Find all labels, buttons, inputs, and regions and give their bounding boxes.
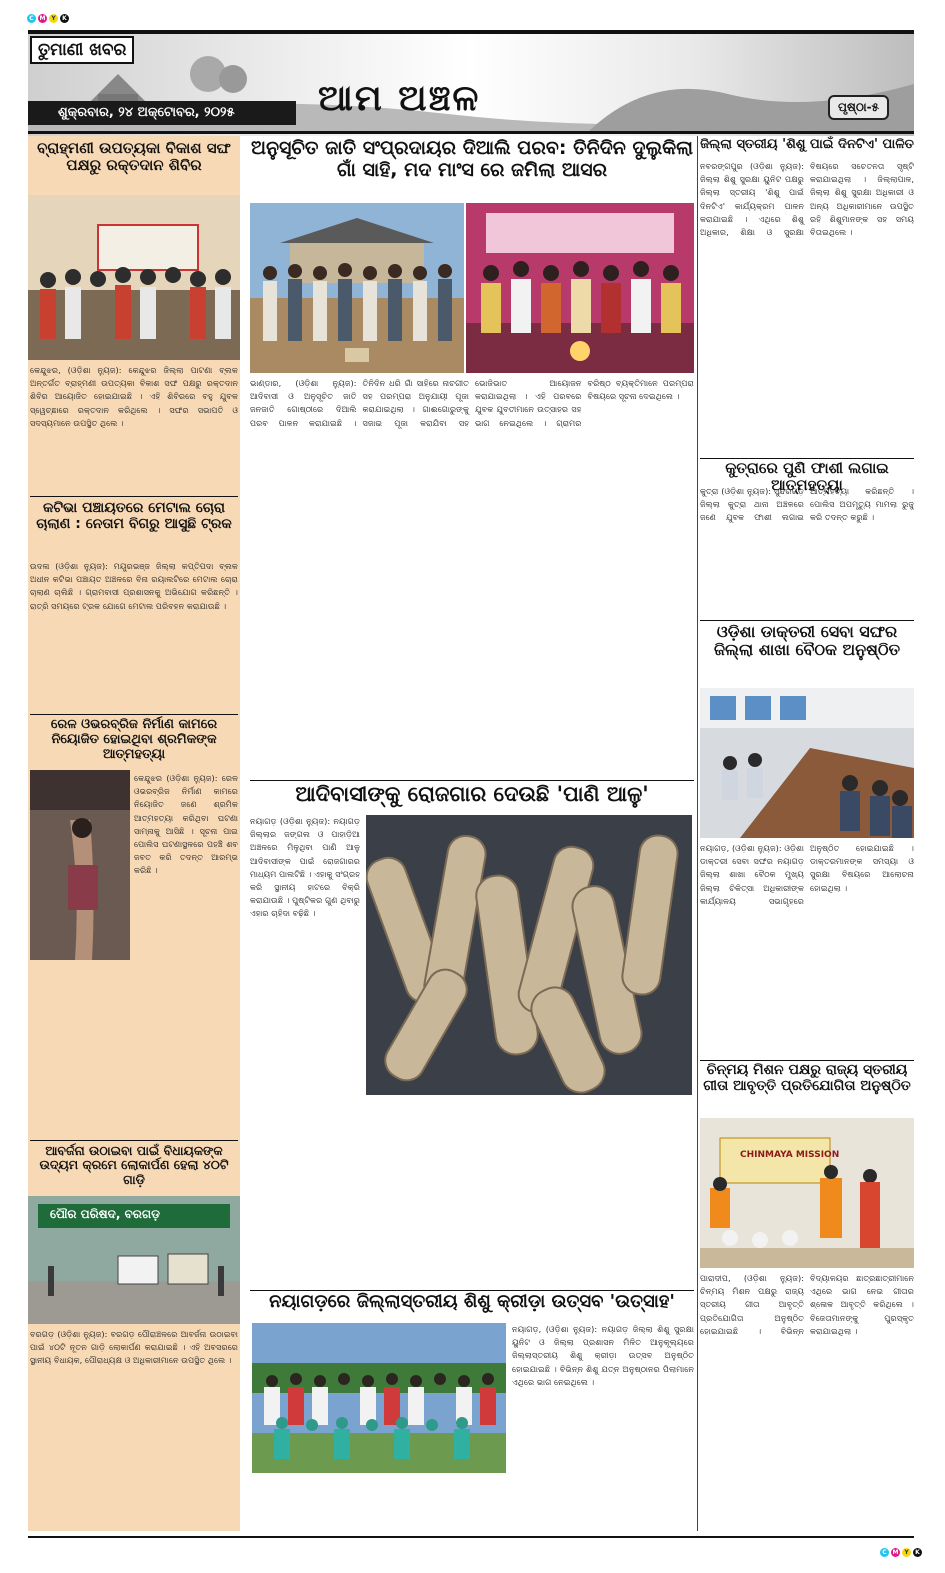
article-blood-donation: କେନ୍ଦୁଝର, (ଓଡ଼ିଶା ନ୍ୟୁଜ): କେନ୍ଦୁଝର ଜିଲ୍ଲା ପାଟଣା ବ୍ଲକ ଅନ୍ତର୍ଗତ ବ୍ରାହ୍ମଣୀ ଉପତ୍ୟକା ବିକାଶ ସଙ୍ଘ ପକ୍ଷରୁ ରକ୍ତଦାନ ଶିବିର ଆୟୋଜିତ ହୋଇଯାଇଛି । ଏହି ଶିବିରରେ ବହୁ ଯୁବକ ସ୍ୱେଚ୍ଛାରେ ରକ୍ତଦାନ କରିଥିଲେ । ସଙ୍ଘର ସଭାପତି ଓ ସଦସ୍ୟମାନେ ଉପସ୍ଥିତ ଥିଲେ ।	[30, 365, 238, 428]
headline-diwali-festival: ଅନୁସୂଚିତ ଜାତି ସଂପ୍ରଦାୟର ଦିଆଲି ପରବ: ତିନିଦିନ ଦୁଲୁକିଲା ଗାଁ ସାହି, ମଦ ମାଂସ ରେ ଜମିଲା ଆସର	[250, 137, 694, 181]
gita-recitation-photo	[700, 1118, 914, 1268]
headline-worker-suicide: ରେଳ ଓଭରବ୍ରିଜ ନିର୍ମାଣ କାମରେ ନିୟୋଜିତ ହୋଇଥିବା ଶ୍ରମିକଙ୍କ ଆତ୍ମହତ୍ୟା	[50, 717, 218, 762]
municipality-vehicles-photo	[28, 1196, 240, 1324]
blood-donation-photo	[28, 195, 240, 360]
article-gita-recitation: ପାରାଦୀପ, (ଓଡ଼ିଶା ନ୍ୟୁଜ): ଚିନ୍ମୟ ମିଶନ ପକ୍ଷରୁ ରାଜ୍ୟ ସ୍ତରୀୟ ଗୀତା ଆବୃତ୍ତି ପ୍ରତିଯୋଗିତା ଅନୁଷ୍ଠିତ ହୋଇଯାଇଛି । ବିଭିନ୍ନ ବିଦ୍ୟାଳୟର ଛାତ୍ରଛାତ୍ରୀମାନେ ଏଥିରେ ଭାଗ ନେଇ ଗୀତାର ଶ୍ଳୋକ ଆବୃତ୍ତି କରିଥିଲେ । ବିଜେତାମାନଙ୍କୁ ପୁରସ୍କୃତ କରାଯାଇଥିଲା ।	[700, 1273, 914, 1336]
magenta-mark: M	[39, 15, 46, 22]
pani-alu-photo	[366, 815, 692, 1095]
yellow-mark: Y	[49, 14, 58, 23]
page-number: ପୃଷ୍ଠା-୫	[828, 95, 889, 120]
divider	[30, 496, 238, 497]
article-child-sports-continued	[252, 1476, 694, 1531]
headline-blood-donation: ବ୍ରାହ୍ମଣୀ ଉପତ୍ୟକା ବିକାଶ ସଙ୍ଘ ପକ୍ଷରୁ ରକ୍ତଦାନ ଶିବିର	[37, 139, 231, 175]
divider	[700, 620, 914, 621]
article-doctors-meeting: ନୟାଗଡ଼, (ଓଡ଼ିଶା ନ୍ୟୁଜ): ଓଡ଼ିଶା ଡାକ୍ତରୀ ସେବା ସଙ୍ଘର ନୟାଗଡ଼ ଜିଲ୍ଲା ଶାଖା ବୈଠକ ମୁଖ୍ୟ ଜିଲ୍ଲା ଚିକିତ୍ସା ଅଧିକାରୀଙ୍କ କାର୍ଯ୍ୟାଳୟ ସଭାଗୃହରେ ଅନୁଷ୍ଠିତ ହୋଇଯାଇଛି । ଡାକ୍ତରମାନଙ୍କ ସମସ୍ୟା ଓ ସୁରକ୍ଷା ବିଷୟରେ ଆଲୋଚନା ହୋଇଥିଲା ।	[700, 843, 914, 906]
issue-date: ଶୁକ୍ରବାର, ୨୪ ଅକ୍ଟୋବର, ୨୦୨୫	[28, 101, 296, 125]
headline-metal-smuggling: କଟିଭା ପଞ୍ଚାୟତରେ ମେଟାଲ ଚୋରା ଚାଲାଣ : ନେତାମ ବିଗରୁ ଆସୁଛି ଟ୍ରକ	[36, 500, 232, 533]
headline-kutra-suicide: କୁତ୍ରାରେ ପୁଣି ଫାଶୀ ଲଗାଇ ଆତ୍ମହତ୍ୟା	[725, 459, 889, 495]
registration-marks-bottom	[880, 1548, 922, 1557]
headline-child-sports: ନୟାଗଡ଼ରେ ଜିଲ୍ଲାସ୍ତରୀୟ ଶିଶୁ କ୍ରୀଡ଼ା ଉତ୍ସବ 'ଉତ୍ସାହ'	[269, 1291, 675, 1312]
cyan-mark: C	[27, 14, 36, 23]
article-child-sports: ନୟାଗଡ଼, (ଓଡ଼ିଶା ନ୍ୟୁଜ): ନୟାଗଡ଼ ଜିଲ୍ଲା ଶିଶୁ ସୁରକ୍ଷା ୟୁନିଟ ଓ ଜିଲ୍ଲା ପ୍ରଶାସନ ମିଳିତ ଆନୁକୂଲ୍ୟରେ ଜିଲ୍ଲାସ୍ତରୀୟ ଶିଶୁ କ୍ରୀଡ଼ା ଉତ୍ସବ ଅନୁଷ୍ଠିତ ହୋଇଯାଇଛି । ବିଭିନ୍ନ ଶିଶୁ ଯତ୍ନ ଅନୁଷ୍ଠାନର ପିଲାମାନେ ଏଥିରେ ଭାଗ ନେଇଥିଲେ ।	[512, 1324, 694, 1387]
worker-photo	[30, 770, 130, 960]
article-garbage-vehicles: ବରଗଡ଼ (ଓଡ଼ିଶା ନ୍ୟୁଜ): ବରଗଡ଼ ପୌରାଞ୍ଚଳରେ ଆବର୍ଜନା ଉଠାଇବା ପାଇଁ ୪୦ଟି ନୂତନ ଗାଡ଼ି ଲୋକାର୍ପଣ କରାଯାଇଛି । ଏହି ଅବସରରେ ସ୍ଥାନୀୟ ବିଧାୟକ, ପୌରାଧ୍ୟକ୍ଷ ଓ ଅଧିକାରୀମାନେ ଉପସ୍ଥିତ ଥିଲେ ।	[30, 1329, 238, 1366]
black-mark: K	[60, 14, 69, 23]
doctors-meeting-photo	[700, 688, 914, 838]
child-sports-group-photo	[252, 1323, 506, 1473]
mission-banner: CHINMAYA MISSION	[740, 1150, 840, 1160]
black-mark: K	[913, 1548, 922, 1557]
masthead-rule	[28, 131, 914, 134]
divider	[250, 780, 694, 781]
article-worker-suicide-continued	[30, 964, 238, 1136]
headline-pani-alu: ଆଦିବାସୀଙ୍କୁ ରୋଜଗାର ଦେଉଛି 'ପାଣି ଆଳୁ'	[295, 782, 649, 806]
headline-garbage-vehicles: ଆବର୍ଜନା ଉଠାଇବା ପାଇଁ ବିଧାୟକଙ୍କ ଉଦ୍ୟମ କ୍ରମେ ଲୋକାର୍ପଣ ହେଲା ୪୦ଟି ଗାଡ଼ି	[39, 1143, 229, 1187]
article-worker-suicide: କେନ୍ଦୁଝର (ଓଡ଼ିଶା ନ୍ୟୁଜ): ରେଳ ଓଭରବ୍ରିଜ ନିର୍ମାଣ କାମରେ ନିୟୋଜିତ ଜଣେ ଶ୍ରମିକ ଆତ୍ମହତ୍ୟା କରିଥିବା ଘଟଣା ସାମ୍ନାକୁ ଆସିଛି । ସୂଚନା ପାଇ ପୋଲିସ ଘଟଣାସ୍ଥଳରେ ପହଞ୍ଚି ଶବ ଜବତ କରି ତଦନ୍ତ ଆରମ୍ଭ କରିଛି ।	[134, 773, 238, 876]
yellow-mark: Y	[902, 1548, 911, 1557]
headline-gita-recitation: ଚିନ୍ମୟ ମିଶନ ପକ୍ଷରୁ ରାଜ୍ୟ ସ୍ତରୀୟ ଗୀତା ଆବୃତ୍ତି ପ୍ରତିଯୋଗିତା ଅନୁଷ୍ଠିତ	[703, 1062, 911, 1095]
column-separator	[697, 136, 698, 1531]
festival-photo-2	[466, 203, 694, 373]
article-diwali-festival: ଭାଣ୍ଡାର, (ଓଡ଼ିଶା ନ୍ୟୁଜ): ଆଦିବାସୀ ଓ ଅନୁସୂଚିତ ଜାତି ଜନଜାତି ଗୋଷ୍ଠୀରେ ଦିଆଲି ପରବ ପାଳନ କରାଯାଇଛି । ତିନିଦିନ ଧରି ଗାଁ ସାହିରେ ନାଚଗୀତ ସହ ପରମ୍ପରା ଅନୁଯାୟୀ ପୂଜା କରାଯାଇଥିଲା । ଗାଈଗୋରୁଙ୍କୁ ସଜାଇ ପୂଜା କରାଯିବା ସହ ଭୋଜିଭାତ ଆୟୋଜନ କରାଯାଇଥିଲା । ଏହି ପରବରେ ଯୁବକ ଯୁବତୀମାନେ ଉତ୍ସାହର ସହ ଭାଗ ନେଇଥିଲେ । ଗ୍ରାମର ବରିଷ୍ଠ ବ୍ୟକ୍ତିମାନେ ପରମ୍ପରା ବିଷୟରେ ସୂଚନା ଦେଇଥିଲେ ।	[250, 378, 694, 428]
section-title: ଆମ ଅଞ୍ଚଳ	[318, 78, 481, 119]
article-child-day: ନବରଙ୍ଗପୁର (ଓଡ଼ିଶା ନ୍ୟୁଜ): ଜିଲ୍ଲା ଶିଶୁ ସୁରକ୍ଷା ୟୁନିଟ ପକ୍ଷରୁ ଜିଲ୍ଲା ସ୍ତରୀୟ 'ଶିଶୁ ପାଇଁ ଦିନଟିଏ' କାର୍ଯ୍ୟକ୍ରମ ପାଳନ କରାଯାଇଛି । ଏଥିରେ ଶିଶୁ ଅଧିକାର, ଶିକ୍ଷା ଓ ସୁରକ୍ଷା ବିଷୟରେ ସଚେତନତା ସୃଷ୍ଟି କରାଯାଇଥିଲା । ଜିଲ୍ଲାପାଳ, ଜିଲ୍ଲା ଶିଶୁ ସୁରକ୍ଷା ଅଧିକାରୀ ଓ ଅନ୍ୟ ଅଧିକାରୀମାନେ ଉପସ୍ଥିତ ରହି ଶିଶୁମାନଙ୍କ ସହ ସମୟ ବିତାଇଥିଲେ ।	[700, 161, 914, 238]
divider	[700, 1060, 914, 1061]
headline-doctors-meeting: ଓଡ଼ିଶା ଡାକ୍ତରୀ ସେବା ସଙ୍ଘର ଜିଲ୍ଲା ଶାଖା ବୈଠକ ଅନୁଷ୍ଠିତ	[713, 622, 901, 660]
article-kutra-suicide: କୁତ୍ରା (ଓଡ଼ିଶା ନ୍ୟୁଜ): ସୁନ୍ଦରଗଡ଼ ଜିଲ୍ଲା କୁତ୍ରା ଥାନା ଅଞ୍ଚଳରେ ଜଣେ ଯୁବକ ଫାଶୀ ଲଗାଇ ଆତ୍ମହତ୍ୟା କରିଛନ୍ତି । ପୋଲିସ ଅପମୃତ୍ୟୁ ମାମଲା ରୁଜୁ କରି ତଦନ୍ତ କରୁଛି ।	[700, 486, 914, 523]
municipality-banner: ପୌର ପରିଷଦ, ବରଗଡ଼	[50, 1207, 160, 1221]
page-bottom-rule	[28, 1536, 914, 1538]
divider	[30, 1140, 238, 1141]
cyan-mark: C	[880, 1548, 889, 1557]
magenta-mark: M	[892, 1549, 899, 1556]
registration-marks-top	[27, 14, 69, 23]
article-pani-alu: ନୟାଗଡ଼ (ଓଡ଼ିଶା ନ୍ୟୁଜ): ନୟାଗଡ଼ ଜିଲ୍ଲାର ଜଙ୍ଗଲ ଓ ପାହାଡ଼ିଆ ଅଞ୍ଚଳରେ ମିଳୁଥିବା ପାଣି ଆଳୁ ଆଦିବାସୀଙ୍କ ପାଇଁ ରୋଜଗାରର ମାଧ୍ୟମ ପାଲଟିଛି । ଏହାକୁ ସଂଗ୍ରହ କରି ସ୍ଥାନୀୟ ହାଟରେ ବିକ୍ରି କରାଯାଉଛି । ପୁଷ୍ଟିକର ଗୁଣ ଥିବାରୁ ଏହାର ଚାହିଦା ବଢ଼ିଛି ।	[250, 816, 360, 919]
paper-name: ତୁମାଣୀ ଖବର	[30, 36, 134, 64]
headline-child-day: ଜିଲ୍ଲା ସ୍ତରୀୟ 'ଶିଶୁ ପାଇଁ ଦିନଟିଏ' ପାଳିତ	[700, 137, 914, 152]
article-pani-alu-continued	[366, 1099, 692, 1289]
article-metal-smuggling: ଉଦଳା (ଓଡ଼ିଶା ନ୍ୟୁଜ): ମୟୂରଭଞ୍ଜ ଜିଲ୍ଲା କପ୍ତିପଦା ବ୍ଲକ ଅଧୀନ କଟିଭା ପଞ୍ଚାୟତ ଅଞ୍ଚଳରେ ବିନା ରୟାଲଟିରେ ମେଟାଲ ଚୋରା ଚାଲାଣ ଚାଲିଛି । ଗ୍ରାମବାସୀ ପ୍ରଶାସନକୁ ଅଭିଯୋଗ କରିଛନ୍ତି । ରାତ୍ରି ସମୟରେ ଟ୍ରକ ଯୋଗେ ମେଟାଲ ପରିବହନ କରାଯାଉଛି ।	[30, 561, 238, 611]
festival-photo-1	[250, 203, 464, 373]
divider	[30, 714, 238, 715]
